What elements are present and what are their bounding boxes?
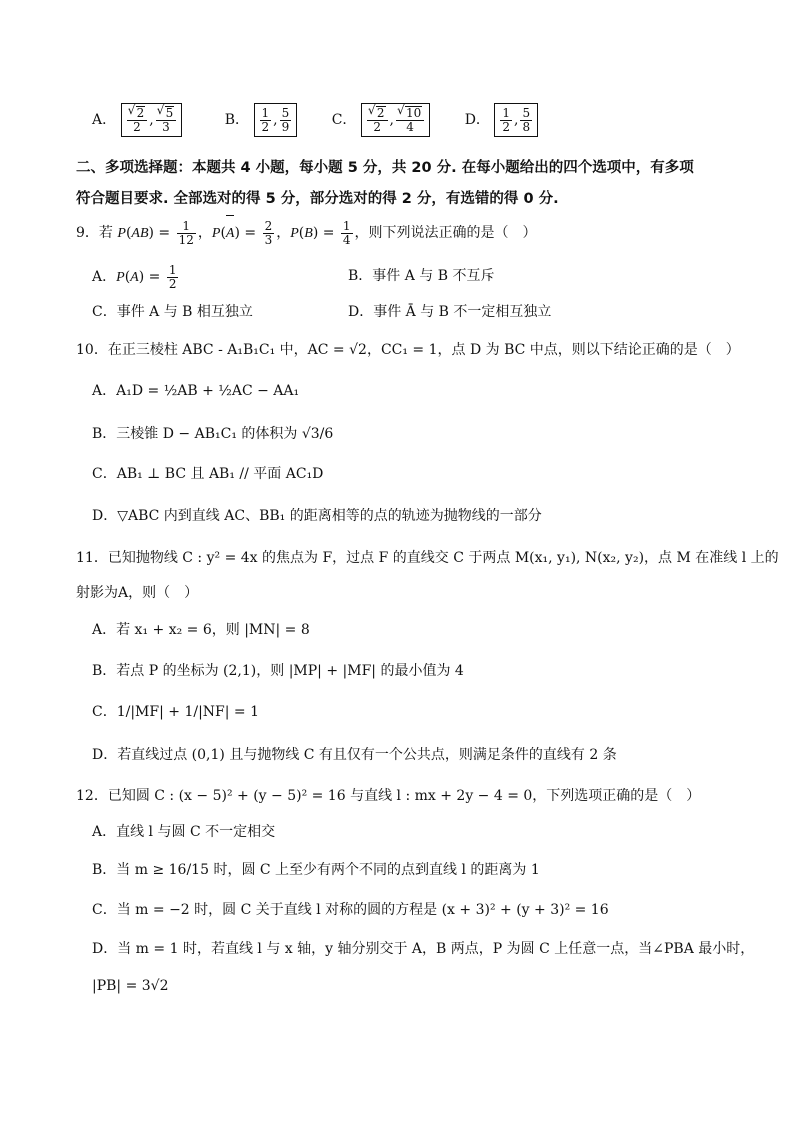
q11-stem-line1: 11．已知抛物线 C : y² = 4x 的焦点为 F，过点 F 的直线交 C 于两点 M(x₁, y₁), N(x₂, y₂)，点 M 在准线 l 上的 <box>76 550 779 566</box>
q12-option-d-line2: |PB| = 3√2 <box>92 978 169 994</box>
q11-stem-line2: 射影为A，则（ ） <box>76 585 199 601</box>
interval-d: $\frac{1}{2}$ , $\frac{5}{8}$ <box>494 103 538 137</box>
q11-option-d: D．若直线过点 (0,1) 且与抛物线 C 有且仅有一个公共点，则满足条件的直线有 2 条 <box>92 747 617 763</box>
q10-stem: 10．在正三棱柱 ABC - A₁B₁C₁ 中，AC = √2，CC₁ = 1，点 D 为 BC 中点，则以下结论正确的是（ ） <box>76 342 740 358</box>
q8-options-row <box>92 102 538 138</box>
interval-c: √ $\frac{2}{2}$ , √ $\frac{10}{4}$ <box>361 103 430 137</box>
q8-option-d: D． $\frac{1}{2}$ , $\frac{5}{8}$ <box>465 112 538 128</box>
q10-option-a: A．A₁D = ½AB + ½AC − AA₁ <box>92 383 300 399</box>
q11-option-c: C．1/|MF| + 1/|NF| = 1 <box>92 704 260 720</box>
q12-option-b: B．当 m ≥ 16/15 时，圆 C 上至少有两个不同的点到直线 l 的距离为 1 <box>92 862 540 878</box>
q12-stem: 12．已知圆 C : (x − 5)² + (y − 5)² = 16 与直线 l : mx + 2y − 4 = 0，下列选项正确的是（ ） <box>76 788 701 804</box>
q9-option-c: C．事件 A 与 B 相互独立 <box>92 304 253 320</box>
q12-option-d-line1: D．当 m = 1 时，若直线 l 与 x 轴，y 轴分别交于 A，B 两点，P 为圆 C 上任意一点，当∠PBA 最小时， <box>92 941 755 957</box>
section-2-heading-line2: 符合题目要求. 全部选对的得 5 分，部分选对的得 2 分，有选错的得 0 分. <box>76 191 559 207</box>
interval-b: $\frac{1}{2}$ , $\frac{5}{9}$ <box>254 103 298 137</box>
q9-option-a: A．P(A) = $\frac{1}{2}$ <box>92 262 177 291</box>
section-2-heading-line1: 二、多项选择题：本题共 4 小题，每小题 5 分，共 20 分. 在每小题给出的四个选项中，有多项 <box>76 160 694 176</box>
q9-formula: P <box>117 226 126 241</box>
q9-option-d: D．事件 Ā 与 B 不一定相互独立 <box>348 304 552 320</box>
q10-option-c: C．AB₁ ⊥ BC 且 AB₁ // 平面 AC₁D <box>92 466 324 482</box>
q10-option-b: B．三棱锥 D − AB₁C₁ 的体积为 √3/6 <box>92 426 334 442</box>
q12-option-c: C．当 m = −2 时，圆 C 关于直线 l 对称的圆的方程是 (x + 3)² + (y + 3)² = 16 <box>92 902 609 918</box>
interval-a: √ $\frac{2}{2}$ , √ $\frac{5}{3}$ <box>121 103 183 137</box>
q8-option-c: C． √ $\frac{2}{2}$ , √ $\frac{10}{4}$ <box>332 112 435 128</box>
q11-option-a: A．若 x₁ + x₂ = 6，则 |MN| = 8 <box>92 622 310 638</box>
q10-option-d: D．▽ABC 内到直线 AC、BB₁ 的距离相等的点的轨迹为抛物线的一部分 <box>92 508 542 524</box>
q9-option-b: B．事件 A 与 B 不互斥 <box>348 268 495 284</box>
q8-option-a: A． √ $\frac{2}{2}$ , √ $\frac{5}{3}$ <box>92 112 187 128</box>
q12-option-a: A．直线 l 与圆 C 不一定相交 <box>92 824 276 840</box>
q8-option-b: B． $\frac{1}{2}$ , $\frac{5}{9}$ <box>225 112 302 128</box>
q11-option-b: B．若点 P 的坐标为 (2,1)，则 |MP| + |MF| 的最小值为 4 <box>92 663 464 679</box>
q9-stem: 9．若 P(AB) = $\frac{1}{12}$ ，P(A) = $\frac{2}{3}$ ，P(B) = $\frac{1}{4}$ ，则下列说法正确的是（ ） <box>76 216 537 250</box>
